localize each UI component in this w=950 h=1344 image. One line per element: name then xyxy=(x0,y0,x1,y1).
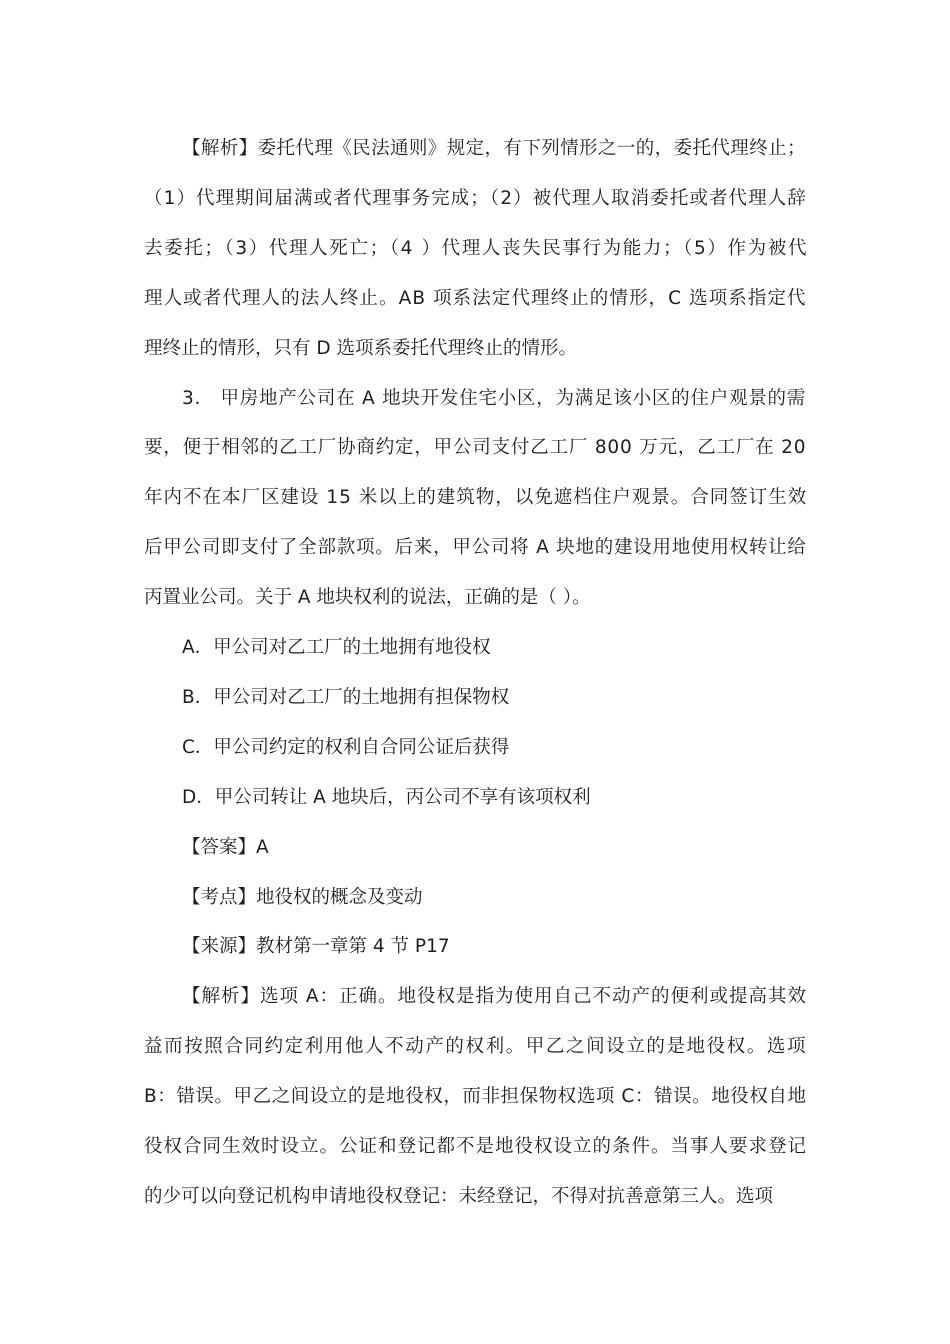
text-line: 要，便于相邻的乙工厂协商约定，甲公司支付乙工厂 800 万元，乙工厂在 20 xyxy=(144,437,807,459)
text-line: 丙置业公司。关于 A 地块权利的说法，正确的是（ ）。 xyxy=(144,587,591,609)
text-line: B．甲公司对乙工厂的土地拥有担保物权 xyxy=(182,686,510,708)
text-line: 益而按照合同约定利用他人不动产的权利。甲乙之间设立的是地役权。选项 xyxy=(144,1036,808,1058)
text-line: 理人或者代理人的法人终止。AB 项系法定代理终止的情形，C 选项系指定代 xyxy=(144,287,807,309)
text-line: C．甲公司约定的权利自合同公证后获得 xyxy=(182,736,510,758)
text-line: 理终止的情形，只有 D 选项系委托代理终止的情形。 xyxy=(144,337,578,359)
text-line: 去委托；（3）代理人死亡；（4 ）代理人丧失民事行为能力；（5）作为被代 xyxy=(144,237,809,259)
text-line: A．甲公司对乙工厂的土地拥有地役权 xyxy=(182,637,491,658)
text-line: B：错误。甲乙之间设立的是地役权，而非担保物权选项 C：错误。地役权自地 xyxy=(144,1086,807,1108)
text-line: （1）代理期间届满或者代理事务完成；（2）被代理人取消委托或者代理人辞 xyxy=(144,187,807,209)
text-line: 【来源】教材第一章第 4 节 P17 xyxy=(182,936,450,958)
text-line: 役权合同生效时设立。公证和登记都不是地役权设立的条件。当事人要求登记 xyxy=(144,1136,808,1157)
text-line: 【解析】委托代理《民法通则》规定，有下列情形之一的，委托代理终止； xyxy=(182,138,806,159)
text-line: 后甲公司即支付了全部款项。后来，甲公司将 A 块地的建设用地使用权转让给 xyxy=(144,537,807,559)
text-line: 的少可以向登记机构申请地役权登记：未经登记，不得对抗善意第三人。选项 xyxy=(144,1185,774,1207)
text-line: 年内不在本厂区建设 15 米以上的建筑物，以免遮档住户观景。合同签订生效 xyxy=(144,487,808,509)
text-line: 【考点】地役权的概念及变动 xyxy=(182,886,423,908)
text-line: 3． 甲房地产公司在 A 地块开发住宅小区，为满足该小区的住户观景的需 xyxy=(182,387,807,409)
text-line: 【解析】选项 A：正确。地役权是指为使用自己不动产的便利或提高其效 xyxy=(182,986,808,1008)
text-line: 【答案】A xyxy=(182,836,269,858)
text-line: D．甲公司转让 A 地块后，丙公司不享有该项权利 xyxy=(182,786,591,808)
